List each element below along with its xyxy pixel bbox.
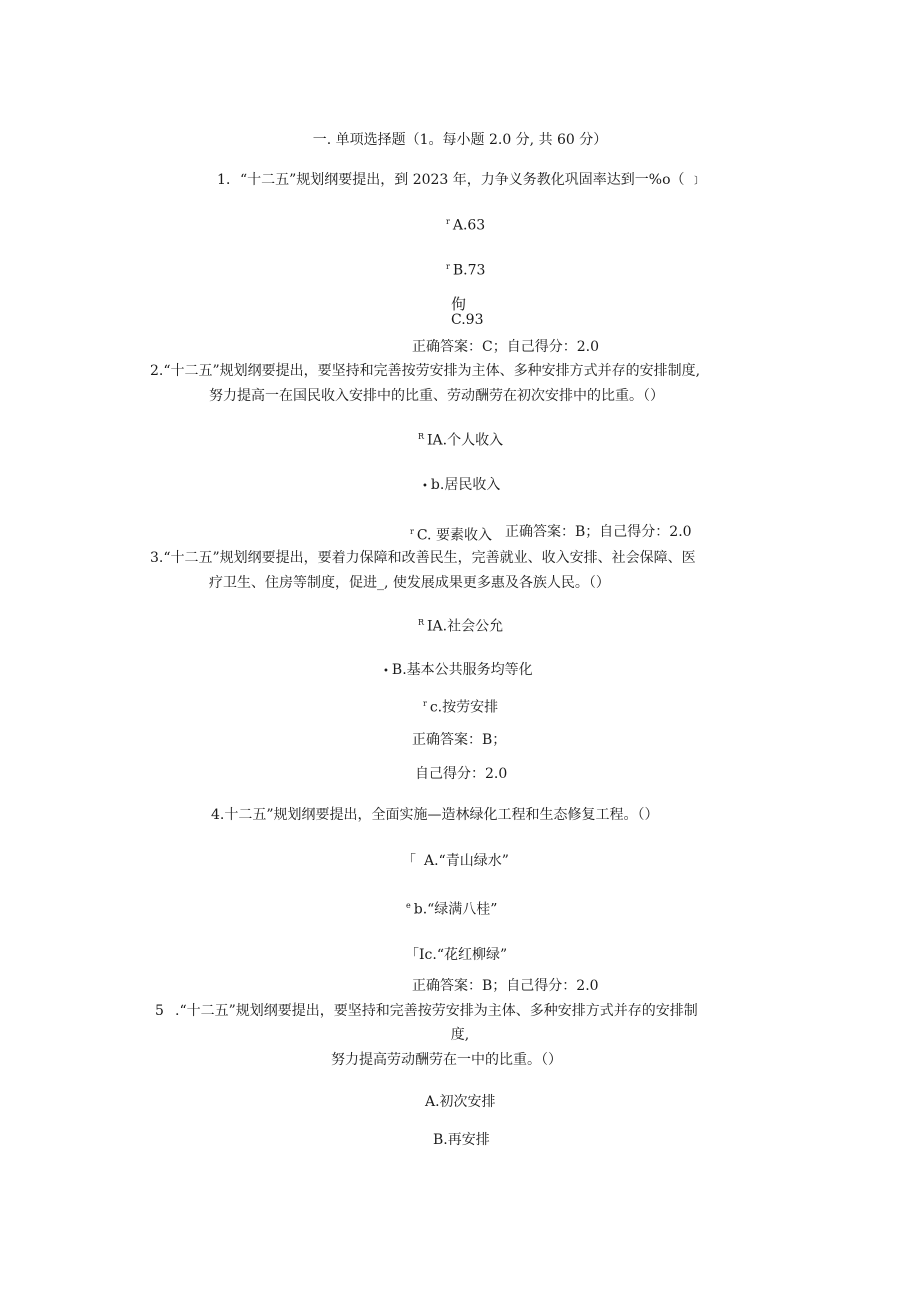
question-3-score: 自己得分：2.0 bbox=[415, 766, 508, 782]
radio-icon: e bbox=[406, 901, 411, 910]
question-4-option-b[interactable]: $^e$ b.“绿满八桂” bbox=[406, 901, 498, 918]
radio-icon: r bbox=[446, 217, 450, 226]
question-2-stem-line-2: 努力提高一在国民收入安排中的比重、劳动酬劳在初次安排中的比重。（） bbox=[209, 388, 664, 404]
radio-icon: r bbox=[446, 262, 450, 271]
radio-icon: 「 bbox=[405, 947, 419, 963]
question-2-option-c[interactable]: $^r$ C. 要素收入 bbox=[410, 527, 492, 544]
question-3-option-a[interactable]: $^R$ IA.社会公允 bbox=[418, 618, 504, 635]
question-1-option-c[interactable]: C.93 bbox=[451, 312, 484, 328]
question-3-stem-line-2: 疗卫生、住房等制度，促进_, 使发展成果更多惠及各族人民。（） bbox=[209, 575, 610, 591]
radio-icon: R bbox=[418, 432, 425, 441]
bullet-icon: • bbox=[422, 481, 428, 492]
question-1-option-b[interactable]: $^r$ B.73 bbox=[446, 262, 486, 279]
question-3-option-c[interactable]: $^r$ c.按劳安排 bbox=[423, 699, 499, 716]
question-5-stem-line-1: .“十二五”规划纲要提出，要坚持和完善按劳安排为主体、多种安排方式并存的安排制 bbox=[175, 1003, 698, 1019]
question-2-option-b[interactable]: • b.居民收入 bbox=[422, 477, 501, 493]
question-3-stem-line-1: 3.“十二五”规划纲要提出，要着力保障和改善民生，完善就业、收入安排、社会保障、医 bbox=[150, 550, 696, 566]
question-2-answer: 正确答案：B；自己得分：2.0 bbox=[505, 524, 692, 540]
question-2-option-a[interactable]: $^R$ IA.个人收入 bbox=[418, 432, 504, 449]
question-5-number: 5 bbox=[155, 1003, 164, 1019]
question-3-option-b[interactable]: • B.基本公共服务均等化 bbox=[383, 662, 533, 678]
question-1-stem: 1．“十二五”规划纲要提出，到 2023 年，力争义务教化巩固率达到一%o（ ﹞ bbox=[217, 172, 703, 188]
section-title: 一. 单项选择题（1。每小题 2.0 分, 共 60 分） bbox=[312, 132, 608, 148]
question-1-option-c-marker: 佝 bbox=[451, 295, 467, 313]
question-4-option-a[interactable]: 「 A.“青山绿水” bbox=[402, 853, 509, 869]
question-5-stem-line-3: 努力提高劳动酬劳在一中的比重。（） bbox=[331, 1052, 562, 1068]
radio-icon: R bbox=[418, 618, 425, 627]
question-5-stem-line-2: 度, bbox=[450, 1027, 470, 1043]
question-4-answer: 正确答案：B；自己得分：2.0 bbox=[412, 978, 599, 994]
question-4-option-c[interactable]: 「Ic.“花红柳绿” bbox=[405, 947, 508, 963]
question-2-stem-line-1: 2.“十二五”规划纲要提出，要坚持和完善按劳安排为主体、多种安排方式并存的安排制度, bbox=[150, 363, 701, 379]
question-1-answer: 正确答案：C；自己得分：2.0 bbox=[412, 339, 599, 355]
radio-icon: r bbox=[410, 527, 414, 536]
question-3-answer: 正确答案：B； bbox=[412, 732, 507, 748]
radio-icon: 「 bbox=[402, 853, 416, 869]
question-5-option-b[interactable]: B.再安排 bbox=[433, 1132, 490, 1148]
question-5-option-a[interactable]: A.初次安排 bbox=[425, 1094, 496, 1110]
question-1-option-a[interactable]: $^r$ A.63 bbox=[446, 217, 486, 234]
bullet-icon: • bbox=[383, 666, 389, 677]
question-4-stem: 4.十二五”规划纲要提出，全面实施—造林绿化工程和生态修复工程。（） bbox=[211, 807, 659, 823]
radio-icon: r bbox=[423, 699, 427, 708]
